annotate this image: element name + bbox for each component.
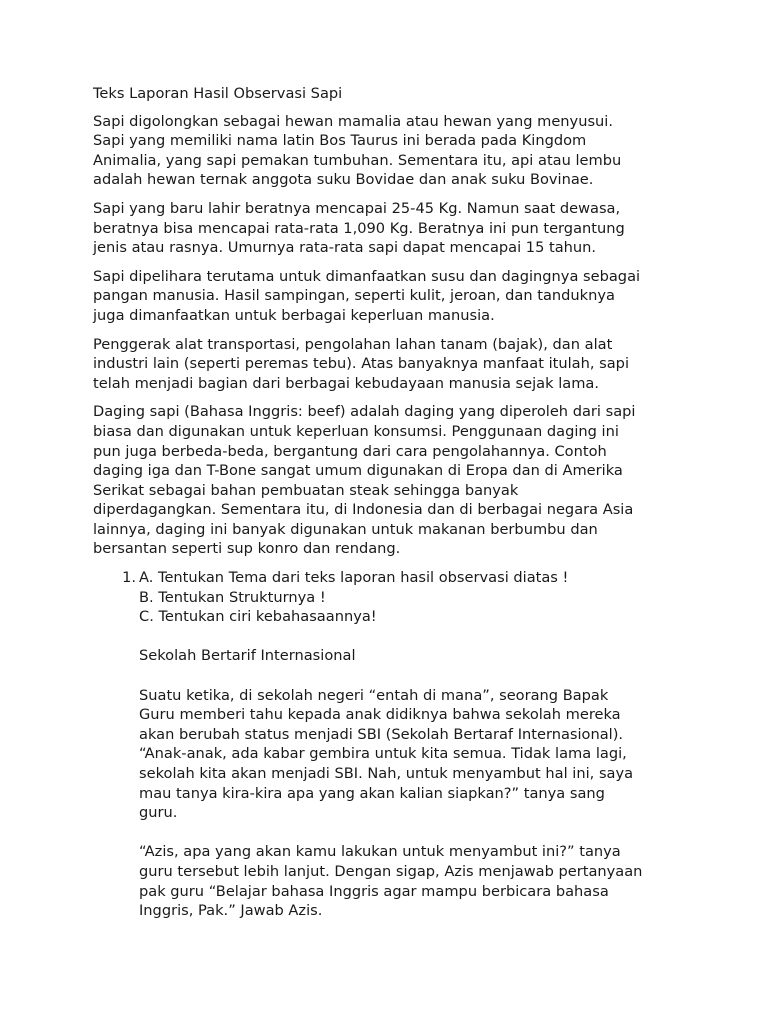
spacer [139,627,683,647]
story-paragraph: Suatu ketika, di sekolah negeri “entah di mana”, seorang Bapak Guru memberi tahu kepada anak didiknya bahwa sekolah mereka akan berubah status menjadi SBI (Sekolah Bertaraf Internasional). “Anak-anak, ada kabar gembira untuk kita semua. Tidak lama lagi, sekolah kita akan menjadi SBI. Nah, untuk menyambut hal ini, saya mau tanya kira-kira apa yang akan kalian siapkan?” tanya sang guru. [139,686,634,822]
question-a: A. Tentukan Tema dari teks laporan hasil observasi diatas ! [139,569,569,587]
numbered-list [93,568,683,921]
paragraph-transport: Penggerak alat transportasi, pengolahan lahan tanam (bajak), dan alat industri lain (seperti peremas tebu). Atas banyaknya manfaat itulah, sapi telah menjadi bagian dari berbagai kebudayaan manusia sejak lama. [93,335,629,392]
question-c: C. Tentukan ciri kebahasaannya! [139,608,377,626]
question-b: B. Tentukan Strukturnya ! [139,588,326,606]
document-title: Teks Laporan Hasil Observasi Sapi [93,85,343,102]
document-page [93,84,683,921]
list-item [93,568,683,921]
story-title: Sekolah Bertarif Internasional [139,647,356,665]
list-number: 1. [122,569,136,587]
paragraph-uses: Sapi dipelihara terutama untuk dimanfaatkan susu dan dagingnya sebagai pangan manusia. Hasil sampingan, seperti kulit, jeroan, dan tanduknya juga dimanfaatkan untuk berbagai keperluan manusia. [93,267,641,324]
story-paragraph: “Azis, apa yang akan kamu lakukan untuk menyambut ini?” tanya guru tersebut lebih lanjut. Dengan sigap, Azis menjawab pertanyaan pak guru “Belajar bahasa Inggris agar mampu berbicara bahasa Inggris, Pak.” Jawab Azis. [139,843,643,920]
paragraph-classification: Sapi digolongkan sebagai hewan mamalia atau hewan yang menyusui. Sapi yang memiliki nama latin Bos Taurus ini berada pada Kingdom Animalia, yang sapi pemakan tumbuhan. Sementara itu, api atau lembu adalah hewan ternak anggota suku Bovidae dan anak suku Bovinae. [93,112,622,189]
paragraph-beef: Daging sapi (Bahasa Inggris: beef) adalah daging yang diperoleh dari sapi biasa dan digunakan untuk keperluan konsumsi. Penggunaan daging ini pun juga berbeda-beda, bergantung dari cara pengolahannya. Contoh daging iga dan T-Bone sangat umum digunakan di Eropa dan di Amerika Serikat sebagai bahan pembuatan steak sehingga banyak diperdagangkan. Sementara itu, di Indonesia dan di berbagai negara Asia lainnya, daging ini banyak digunakan untuk makanan berbumbu dan bersantan seperti sup konro dan rendang. [93,403,636,558]
paragraph-weight: Sapi yang baru lahir beratnya mencapai 25-45 Kg. Namun saat dewasa, beratnya bisa mencapai rata-rata 1,090 Kg. Beratnya ini pun tergantung jenis atau rasnya. Umurnya rata-rata sapi dapat mencapai 15 tahun. [93,199,625,257]
list-item-body [139,568,683,921]
spacer [139,823,683,843]
spacer [139,666,683,686]
